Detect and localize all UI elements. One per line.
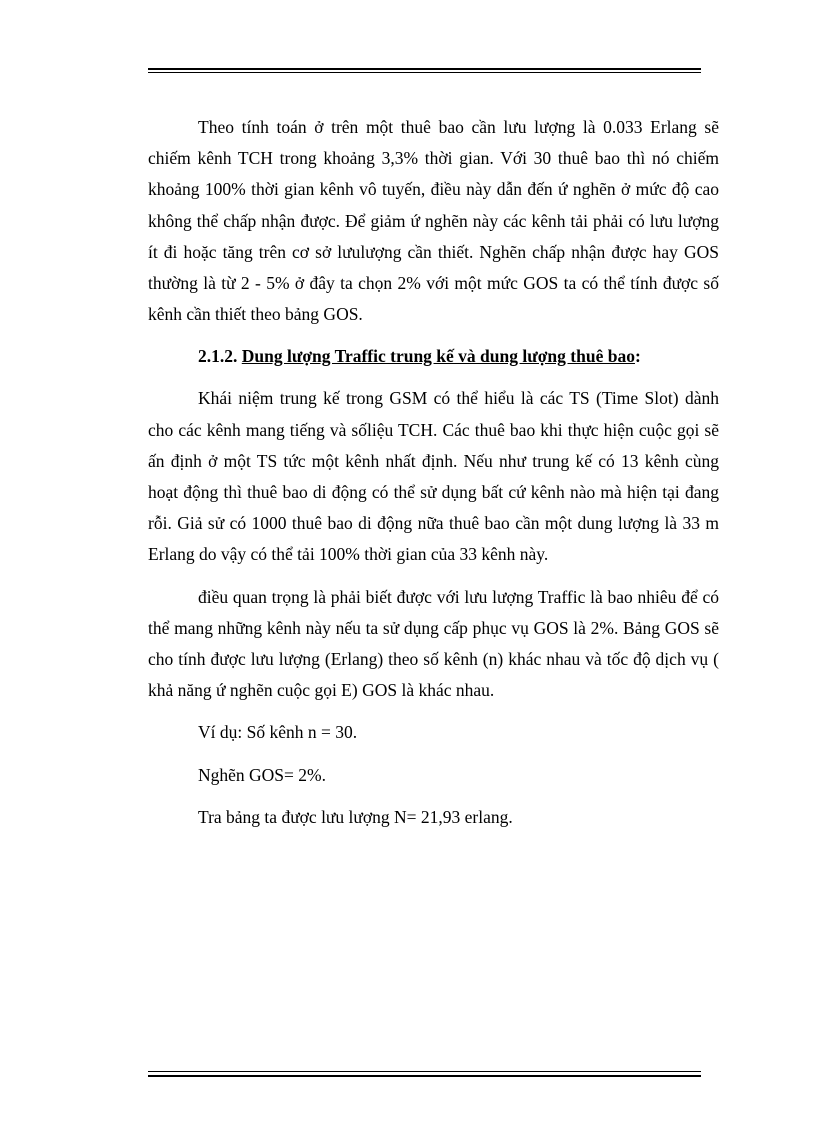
footer-rule-top	[148, 1071, 701, 1072]
paragraph-trunk-concept: Khái niệm trung kế trong GSM có thể hiểu là các TS (Time Slot) dành cho các kênh mang tiếng và sốliệu TCH. Các thuê bao khi thực hiện cuộc gọi sẽ ấn định ở một TS tức một kênh nhất định. Nếu như trung kế có 13 kênh cùng hoạt động thì thuê bao di động có thể sử dụng bất cứ kênh nào mà hiện tại đang rỗi. Giả sử có 1000 thuê bao di động nữa thuê bao cần một dung lượng là 33 m Erlang do vậy có thể tải 100% thời gian của 33 kênh này.	[148, 388, 719, 565]
example-line-channels: Ví dụ: Số kênh n = 30.	[198, 722, 358, 743]
section-colon: :	[634, 346, 641, 367]
document-body	[148, 112, 719, 833]
section-title: Dung lượng Traffic trung kế và dung lượng thuê bao	[241, 346, 635, 367]
header-rule-bottom	[148, 72, 701, 73]
paragraph-traffic-importance: điều quan trọng là phải biết được với lưu lượng Traffic là bao nhiêu để có thể mang những kênh này nếu ta sử dụng cấp phục vụ GOS là 2%. Bảng GOS sẽ cho tính được lưu lượng (Erlang) theo số kênh (n) khác nhau và tốc độ dịch vụ ( khả năng ứ nghẽn cuộc gọi E) GOS là khác nhau.	[148, 586, 719, 701]
section-heading	[148, 341, 719, 372]
footer-rule-bottom	[148, 1075, 701, 1077]
example-line-gos: Nghẽn GOS= 2%.	[198, 764, 326, 785]
header-rule-top	[148, 68, 701, 70]
paragraph-gos-intro: Theo tính toán ở trên một thuê bao cần lưu lượng là 0.033 Erlang sẽ chiếm kênh TCH trong khoảng 3,3% thời gian. Với 30 thuê bao thì nó chiếm khoảng 100% thời gian kênh vô tuyến, điều này dẫn đến ứ nghẽn ở mức độ cao không thể chấp nhận được. Để giảm ứ nghẽn này các kênh tải phải có lưu lượng ít đi hoặc tăng trên cơ sở lưulượng cần thiết. Nghẽn chấp nhận được hay GOS thường là từ 2 - 5% ở đây ta chọn 2% với một mức GOS ta có thể tính được số kênh cần thiết theo bảng GOS.	[148, 117, 719, 325]
example-line-result: Tra bảng ta được lưu lượng N= 21,93 erlang.	[198, 806, 513, 827]
section-number: 2.1.2.	[198, 346, 238, 367]
